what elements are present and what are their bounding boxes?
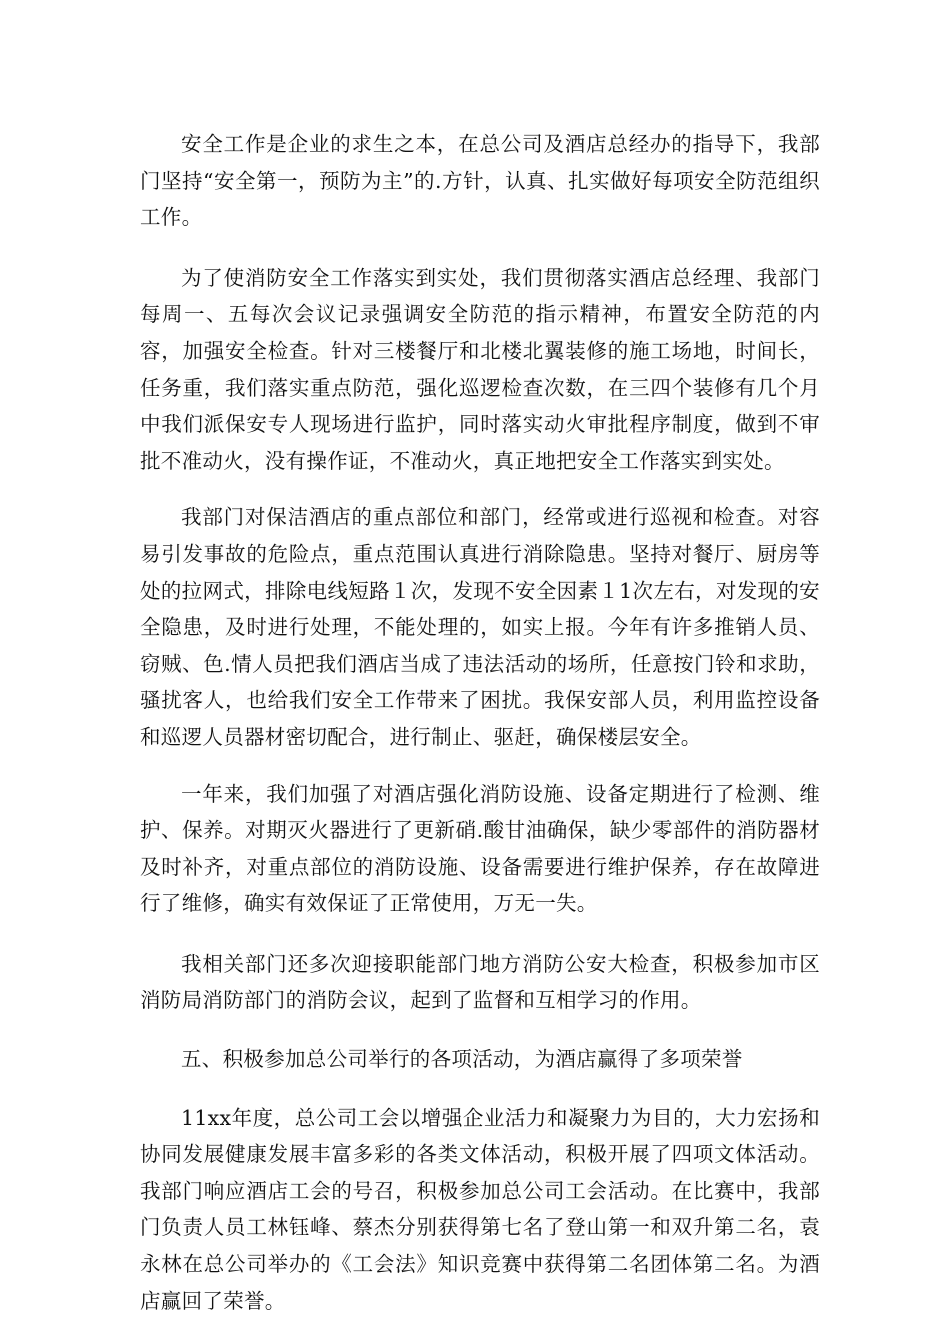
paragraph-inspections-and-meetings: 我相关部门还多次迎接职能部门地方消防公安大检查，积极参加市区消防局消防部门的消防会议，起到了监督和互相学习的作用。 <box>140 951 820 1013</box>
paragraph-safety-principle: 安全工作是企业的求生之本，在总公司及酒店总经办的指导下，我部门坚持“安全第一，预防为主”的.方针，认真、扎实做好每项安全防范组织工作。 <box>140 132 820 230</box>
document-body <box>140 126 820 1339</box>
paragraph-company-activities: 11xx年度，总公司工会以增强企业活力和凝聚力为目的，大力宏扬和协同发展健康发展丰富多彩的各类文体活动，积极开展了四项文体活动。我部门响应酒店工会的号召，积极参加总公司工会活动。在比赛中，我部门负责人员工林钰峰、蔡杰分别获得第七名了登山第一和双升第二名，袁永林在总公司举办的《工会法》知识竞赛中获得第二名团体第二名。为酒店赢回了荣誉。 <box>140 1105 820 1313</box>
paragraph-equipment-maintenance: 一年来，我们加强了对酒店强化消防设施、设备定期进行了检测、维护、保养。对期灭火器进行了更新硝.酸甘油确保，缺少零部件的消防器材及时补齐，对重点部位的消防设施、设备需要进行维护保养，存在故障进行了维修，确实有效保证了正常使用，万无一失。 <box>140 781 820 916</box>
section-heading-activities: 五、积极参加总公司举行的各项活动，为酒店赢得了多项荣誉 <box>181 1047 743 1072</box>
paragraph-inspection-and-patrol: 我部门对保洁酒店的重点部位和部门，经常或进行巡视和检查。对容易引发事故的危险点，重点范围认真进行消除隐患。坚持对餐厅、厨房等处的拉网式，排除电线短路１次，发现不安全因素１1次左右，对发现的安全隐患，及时进行处理，不能处理的，如实上报。今年有许多推销人员、窃贼、色.情人员把我们酒店当成了违法活动的场所，任意按门铃和求助，骚扰客人，也给我们安全工作带来了困扰。我保安部人员，利用监控设备和巡逻人员器材密切配合，进行制止、驱赶，确保楼层安全。 <box>140 505 820 749</box>
paragraph-fire-safety-implementation: 为了使消防安全工作落实到实处，我们贯彻落实酒店总经理、我部门每周一、五每次会议记录强调安全防范的指示精神，布置安全防范的内容，加强安全检查。针对三楼餐厅和北楼北翼装修的施工场地，时间长，任务重，我们落实重点防范，强化巡逻检查次数，在三四个装修有几个月中我们派保安专人现场进行监护，同时落实动火审批程序制度，做到不审批不准动火，没有操作证，不准动火，真正地把安全工作落实到实处。 <box>140 265 820 473</box>
